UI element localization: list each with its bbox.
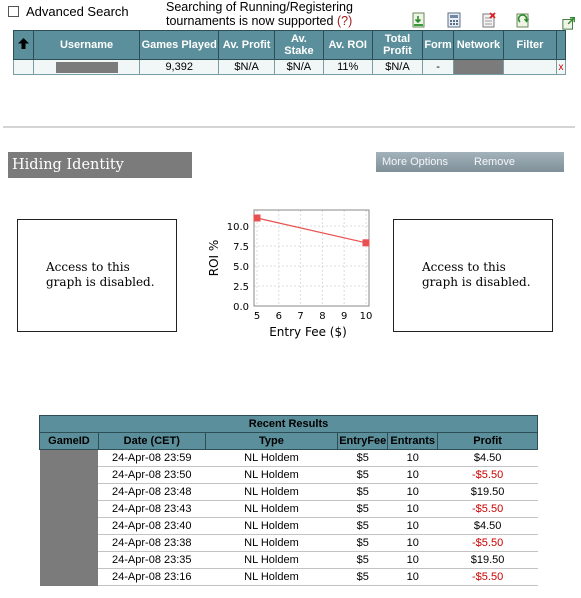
player-stats-table — [13, 30, 566, 75]
x-tick-label: 8 — [319, 311, 326, 322]
recent-results-title-row — [40, 416, 538, 433]
av-profit-header[interactable]: Av. Profit — [219, 31, 275, 60]
x-tick-label: 9 — [341, 311, 348, 322]
form-header[interactable]: Form — [423, 31, 454, 60]
date-cell: 24-Apr-08 23:38 — [98, 535, 205, 552]
date-header[interactable]: Date (CET) — [98, 433, 205, 450]
search-note-text: Searching of Running/Registering tournaments is now supported — [166, 0, 353, 28]
remove-button[interactable]: Remove — [474, 156, 515, 168]
plot-frame — [254, 210, 369, 306]
games-played-header[interactable]: Games Played — [140, 31, 219, 60]
entrants-cell: 10 — [388, 467, 438, 484]
entrants-cell: 10 — [388, 552, 438, 569]
entryfee-cell: $5 — [338, 569, 388, 586]
entrants-header[interactable]: Entrants — [388, 433, 438, 450]
entryfee-cell: $5 — [338, 552, 388, 569]
filter-header[interactable]: Filter — [503, 31, 556, 60]
av-roi-cell: 11% — [323, 60, 372, 75]
x-tick-label: 6 — [275, 311, 282, 322]
total-profit-header[interactable]: Total Profit — [372, 31, 422, 60]
recent-results-header-row — [40, 433, 538, 450]
stats-header-row — [14, 31, 566, 60]
username-header[interactable]: Username — [33, 31, 140, 60]
disabled-graph-message: Access to this graph is disabled. — [46, 260, 155, 289]
network-cell — [454, 60, 504, 75]
profit-cell: $19.50 — [438, 484, 538, 501]
entrants-cell: 10 — [388, 569, 438, 586]
calculator-icon[interactable] — [446, 12, 462, 28]
redacted-username — [56, 62, 118, 73]
games-played-cell: 9,392 — [140, 60, 219, 75]
help-link[interactable]: (?) — [336, 14, 353, 28]
series-line — [257, 218, 366, 243]
x-tick-labels — [254, 311, 373, 322]
recent-result-row[interactable] — [40, 552, 538, 569]
disabled-graph-left — [17, 219, 177, 332]
redacted-gameid — [40, 450, 99, 586]
recent-result-row[interactable] — [40, 450, 538, 467]
type-cell: NL Holdem — [205, 552, 338, 569]
type-cell: NL Holdem — [205, 450, 338, 467]
entrants-cell: 10 — [388, 450, 438, 467]
total-profit-cell: $N/A — [372, 60, 422, 75]
entryfee-cell: $5 — [338, 535, 388, 552]
section-divider — [3, 126, 575, 128]
entryfee-header[interactable]: EntryFee — [338, 433, 388, 450]
av-stake-cell: $N/A — [275, 60, 323, 75]
entrants-cell: 10 — [388, 501, 438, 518]
username-cell[interactable] — [33, 60, 140, 75]
date-cell: 24-Apr-08 23:48 — [98, 484, 205, 501]
disabled-graph-message: Access to this graph is disabled. — [422, 260, 531, 289]
profit-cell: -$5.50 — [438, 467, 538, 484]
recent-result-row[interactable] — [40, 518, 538, 535]
entryfee-cell: $5 — [338, 501, 388, 518]
chart-grid — [254, 210, 369, 306]
profit-cell: -$5.50 — [438, 501, 538, 518]
profit-cell: $4.50 — [438, 518, 538, 535]
type-header[interactable]: Type — [205, 433, 338, 450]
type-cell: NL Holdem — [205, 535, 338, 552]
data-point — [254, 215, 261, 222]
y-tick-labels — [227, 222, 249, 313]
advanced-search-label: Advanced Search — [26, 4, 129, 19]
y-tick-label: 7.5 — [233, 242, 249, 253]
av-stake-header[interactable]: Av. Stake — [275, 31, 323, 60]
hiding-identity-title: Hiding Identity — [8, 152, 192, 178]
entrants-cell: 10 — [388, 484, 438, 501]
y-axis-label: ROI % — [207, 239, 221, 277]
y-tick-label: 10.0 — [226, 222, 249, 233]
type-cell: NL Holdem — [205, 518, 338, 535]
date-cell: 24-Apr-08 23:16 — [98, 569, 205, 586]
sort-up-arrow-icon[interactable] — [18, 38, 29, 49]
recent-results-table — [39, 415, 538, 586]
date-cell: 24-Apr-08 23:50 — [98, 467, 205, 484]
more-options-button[interactable]: More Options — [382, 156, 449, 168]
advanced-search-checkbox[interactable] — [8, 6, 19, 17]
date-cell: 24-Apr-08 23:59 — [98, 450, 205, 467]
recent-result-row[interactable] — [40, 569, 538, 586]
recent-result-row[interactable] — [40, 484, 538, 501]
entrants-cell: 10 — [388, 518, 438, 535]
stats-data-row — [14, 60, 566, 75]
entryfee-cell: $5 — [338, 484, 388, 501]
roi-series — [254, 215, 370, 247]
date-cell: 24-Apr-08 23:35 — [98, 552, 205, 569]
profit-header[interactable]: Profit — [438, 433, 538, 450]
entryfee-cell: $5 — [338, 467, 388, 484]
type-cell: NL Holdem — [205, 484, 338, 501]
filter-cell[interactable] — [503, 60, 556, 75]
type-cell: NL Holdem — [205, 501, 338, 518]
delete-list-icon[interactable] — [481, 12, 497, 28]
x-tick-label: 5 — [253, 311, 261, 322]
y-tick-label: 2.5 — [233, 282, 249, 293]
type-cell: NL Holdem — [205, 467, 338, 484]
sort-column-header[interactable] — [14, 31, 34, 60]
entrants-cell: 10 — [388, 535, 438, 552]
type-cell: NL Holdem — [205, 569, 338, 586]
y-tick-label: 0.0 — [233, 302, 249, 313]
options-bar — [376, 152, 564, 172]
popout-icon[interactable] — [562, 16, 576, 30]
x-axis-label: Entry Fee ($) — [269, 325, 347, 339]
row-spacer — [14, 60, 34, 75]
profit-cell: $19.50 — [438, 552, 538, 569]
x-tick-label: 10 — [359, 311, 373, 322]
date-cell: 24-Apr-08 23:40 — [98, 518, 205, 535]
export-icon[interactable] — [411, 12, 427, 28]
y-tick-label: 5.0 — [233, 262, 249, 273]
entryfee-cell: $5 — [338, 518, 388, 535]
scroll-gap-header — [557, 31, 566, 60]
form-cell: - — [423, 60, 454, 75]
disabled-graph-right — [393, 219, 553, 332]
roi-entry-fee-chart — [204, 206, 376, 344]
network-header[interactable]: Network — [454, 31, 504, 60]
remove-row-button[interactable]: x — [558, 61, 564, 73]
recent-result-row[interactable] — [40, 467, 538, 484]
recent-result-row[interactable] — [40, 535, 538, 552]
x-tick-label: 7 — [297, 311, 304, 322]
entryfee-cell: $5 — [338, 450, 388, 467]
date-cell: 24-Apr-08 23:43 — [98, 501, 205, 518]
profit-cell: $4.50 — [438, 450, 538, 467]
refresh-icon[interactable] — [515, 12, 531, 28]
profit-cell: -$5.50 — [438, 569, 538, 586]
av-roi-header[interactable]: Av. ROI — [323, 31, 372, 60]
search-support-note — [166, 0, 386, 28]
av-profit-cell: $N/A — [219, 60, 275, 75]
recent-result-row[interactable] — [40, 501, 538, 518]
data-point — [363, 239, 370, 246]
recent-results-title: Recent Results — [40, 416, 538, 433]
gameid-header[interactable]: GameID — [40, 433, 99, 450]
profit-cell: -$5.50 — [438, 535, 538, 552]
